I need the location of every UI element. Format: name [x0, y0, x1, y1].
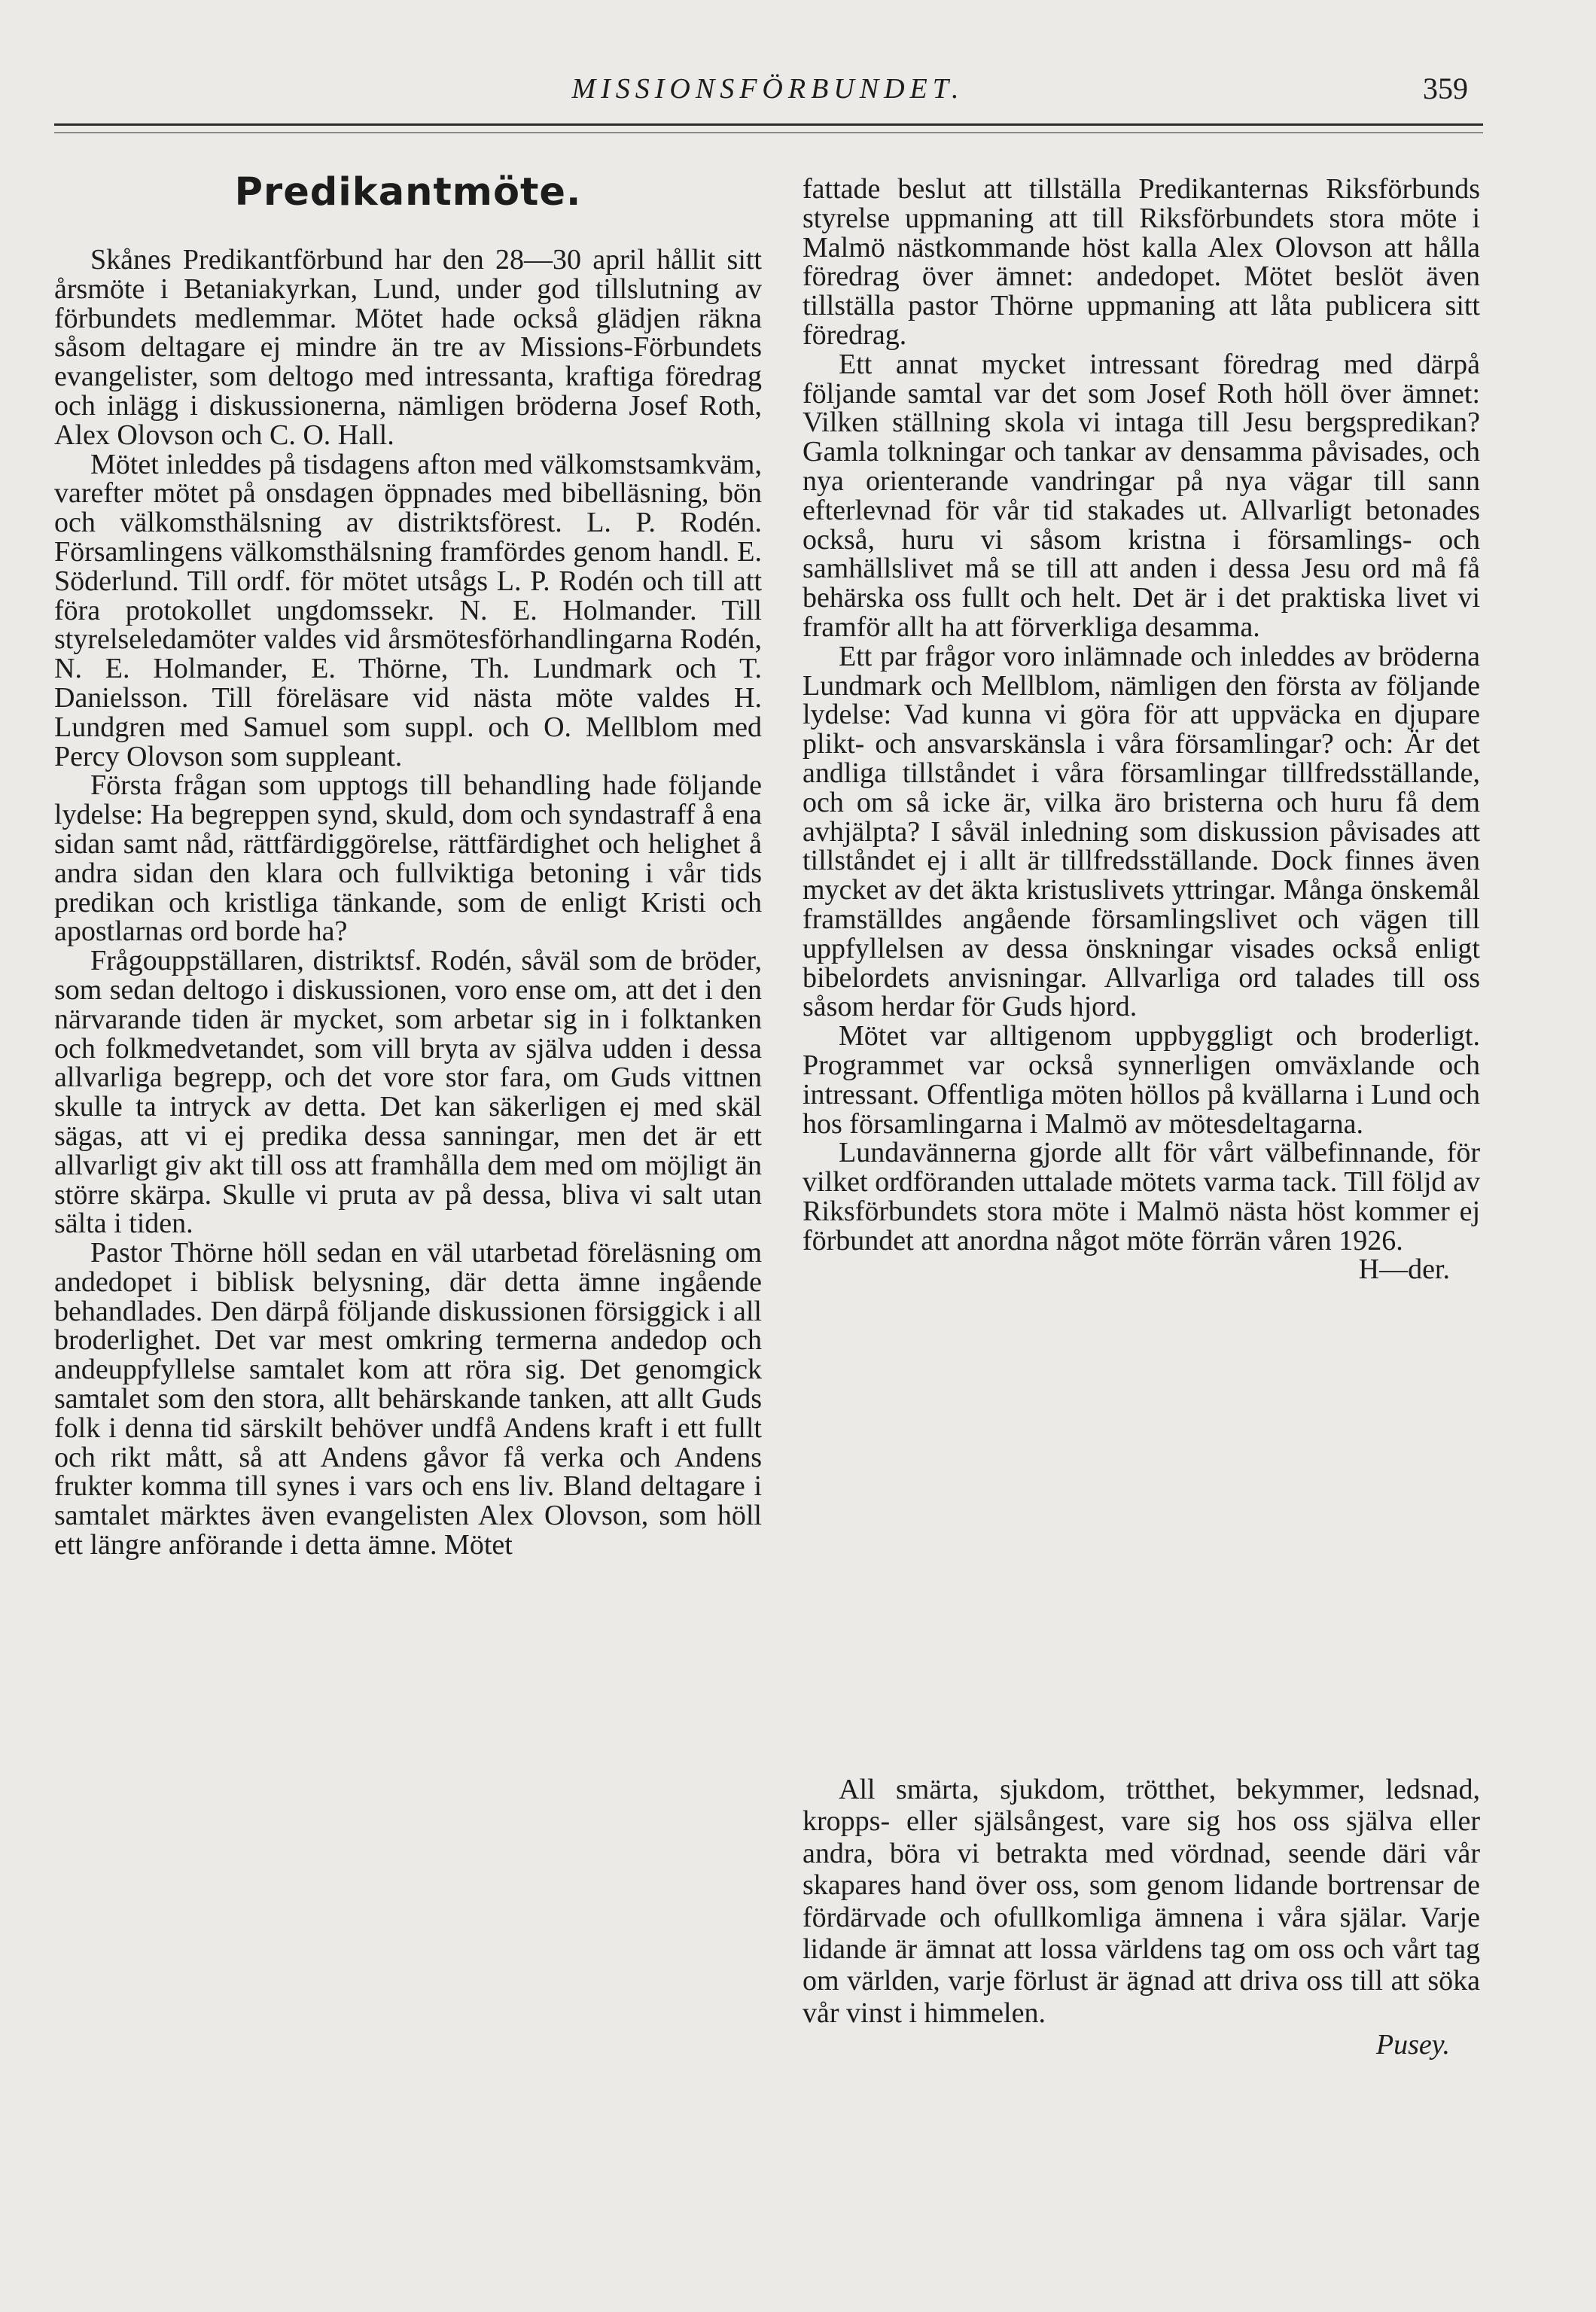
article-paragraph: Ett par frågor voro inlämnade och inleddes av bröderna Lundmark och Mellblom, nämligen den första av följande lydelse: Vad kunna vi göra för att uppväcka en djupare plikt- och ansvarskänsla i våra församlingar? och: Är det andliga tillståndet i våra församlingar tillfredsställande, och om så icke är, vilka äro bristerna och huru få dem avhjälpta? I såväl inledning som diskussion påvisades att tillståndet ej i allt är tillfredsställande. Dock finnes även mycket av det äkta kristuslivets yttringar. Många önskemål framställdes angående församlingslivet och vägen till uppfyllelsen av dessa önskningar visades också enligt bibelordets anvisningar. Allvarliga ord talades till oss såsom herdar för Guds hjord. [803, 640, 1480, 1023]
right-column-article [803, 175, 1480, 1284]
article-paragraph: Frågouppställaren, distriktsf. Rodén, såväl som de bröder, som sedan deltogo i diskussionen, voro ense om, att det i den närvarande tiden är mycket, som arbetar sig in i folktanken och folkmedvetandet, som vill bryta av själva udden i dessa allvarliga begrepp, och det vore stor fara, om Guds vittnen skulle ta intryck av detta. Det kan säkerligen ej med skäl sägas, att vi ej predika dessa sanningar, men det är ett allvarligt giv akt till oss att framhålla dem med om möjligt än större skärpa. Skulle vi pruta av på dessa, bliva vi salt utan sälta i tiden. [54, 945, 762, 1240]
article-title: Predikantmöte. [234, 170, 582, 215]
article-paragraph: Ett annat mycket intressant föredrag med därpå följande samtal var det som Josef Roth höll över ämnet: Vilken ställning skola vi intaga till Jesu bergspredikan? Gamla tolkningar och tankar av densamma påvisades, och nya orienterande vandringar på nya vägar till sann efterlevnad för vår tid stakades ut. Allvarligt betonades också, huru vi såsom kristna i församlings- och samhällslivet må se till att anden i dessa Jesu ord må få behärska oss fullt och helt. Det är i det praktiska livet vi framför allt ha att förverkliga desamma. [803, 348, 1480, 643]
quote-block [803, 1774, 1480, 2061]
article-paragraph: Mötet inleddes på tisdagens afton med välkomstsamkväm, varefter mötet på onsdagen öppnades med bibelläsning, bön och välkomsthälsning av distriktsförest. L. P. Rodén. Församlingens välkomsthälsning framfördes genom handl. E. Söderlund. Till ordf. för mötet utsågs L. P. Rodén och till att föra protokollet ungdomssekr. N. E. Holmander. Till styrelseledamöter valdes vid årsmötesförhandlingarna Rodén, N. E. Holmander, E. Thörne, Th. Lundmark och T. Danielsson. Till föreläsare vid nästa möte valdes H. Lundgren med Samuel som suppl. och O. Mellblom med Percy Olovson som suppleant. [54, 448, 762, 772]
article-paragraph: fattade beslut att tillställa Predikanternas Riksförbunds styrelse uppmaning att till Riksförbundets stora möte i Malmö nästkommande höst kalla Alex Olovson att hålla föredrag över ämnet: andedopet. Mötet beslöt även tillställa pastor Thörne uppmaning att låta publicera sitt föredrag. [803, 173, 1480, 351]
article-paragraph: Pastor Thörne höll sedan en väl utarbetad föreläsning om andedopet i biblisk belysning, där detta ämne ingående behandlades. Den därpå följande diskussionen försiggick i all broderlighet. Det var mest omkring termerna andedop och andeuppfyllelse samtalet kom att röra sig. Det genomgick samtalet som den stora, allt behärskande tanken, att allt Guds folk i denna tid särskilt behöver undfå Andens kraft i ett fullt och rikt mått, så att Andens gåvor få verka och Andens frukter komma till synes i vars och ens liv. Bland deltagare i samtalet märktes även evangelisten Alex Olovson, som höll ett längre anförande i detta ämne. Mötet [54, 1237, 762, 1561]
left-column [54, 245, 762, 1560]
page-number: 359 [1423, 72, 1468, 105]
header-rule-thick [54, 123, 1483, 126]
journal-title: MISSIONSFÖRBUNDET. [571, 73, 964, 105]
quote-author: Pusey. [1375, 2029, 1450, 2061]
article-paragraph: Lundavännerna gjorde allt för vårt välbefinnande, för vilket ordföranden uttalade mötets varma tack. Till följd av Riksförbundets stora möte i Malmö nästa höst kommer ej förbundet att anordna något möte förrän våren 1926. [803, 1137, 1480, 1257]
article-signature: H—der. [1358, 1253, 1450, 1286]
article-paragraph: Skånes Predikantförbund har den 28—30 april hållit sitt årsmöte i Betaniakyrkan, Lund, under god tillslutning av förbundets medlemmar. Mötet hade också glädjen räkna såsom deltagare ej mindre än tre av Missions-Förbundets evangelister, som deltogo med intressanta, kraftiga föredrag och inlägg i diskussionerna, nämligen bröderna Josef Roth, Alex Olovson och C. O. Hall. [54, 244, 762, 451]
article-paragraph: Första frågan som upptogs till behandling hade följande lydelse: Ha begreppen synd, skuld, dom och syndastraff å ena sidan samt nåd, rättfärdiggörelse, rättfärdighet och helighet å andra sidan den klara och fullviktiga betoning i vår tids predikan och kristliga tänkande, som de enligt Kristi och apostlarnas ord borde ha? [54, 769, 762, 948]
quote-text: All smärta, sjukdom, trötthet, bekymmer, ledsnad, kropps- eller själsångest, vare sig hos oss själva eller andra, böra vi betrakta med vördnad, seende däri vår skapares hand över oss, som genom lidande bortrensar de fördärvade och ofullkomliga ämnena i våra själar. Varje lidande är ämnat att lossa världens tag om oss och vårt tag om världen, varje förlust är ägnad att driva oss till att söka vår vinst i himmelen. [803, 1774, 1480, 2029]
article-paragraph: Mötet var alltigenom uppbyggligt och broderligt. Programmet var också synnerligen omväxlande och intressant. Offentliga möten höllos på kvällarna i Lund och hos församlingarna i Malmö av mötesdeltagarna. [803, 1020, 1480, 1140]
